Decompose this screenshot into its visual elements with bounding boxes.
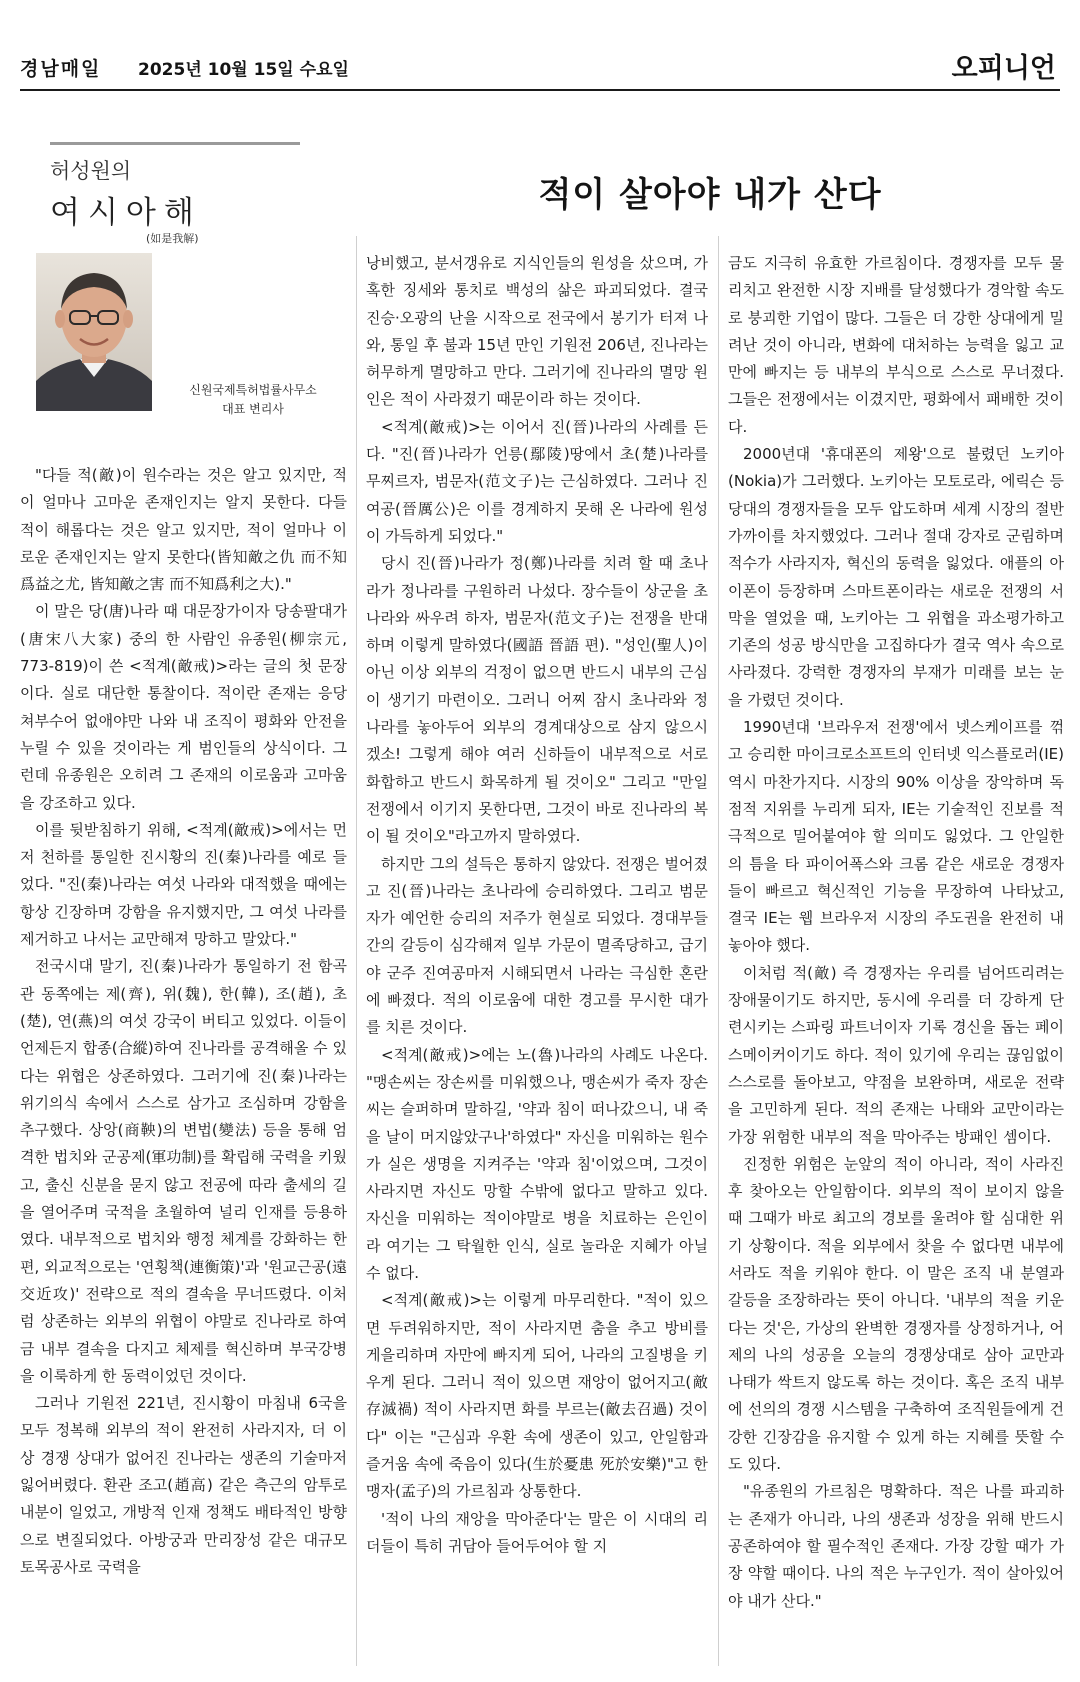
- column-name-box: [50, 142, 300, 246]
- paragraph: <적계(敵戒)>에는 노(魯)나라의 사례도 나온다. "맹손씨는 장손씨를 미워했으나, 맹손씨가 죽자 장손씨는 슬퍼하며 말하길, '약과 침이 떠나갔으니, 내 죽을 날이 머지않았구나'하였다" 자신을 미워하는 원수가 실은 생명을 지켜주는 '약과 침'이었으며, 그것이 사라지면 자신도 망할 수밖에 없다고 말하고 있다. 자신을 미워하는 적이야말로 병을 치료하는 은인이라 여기는 그 탁월한 인식, 실로 놀라운 지혜가 아닐 수 없다.: [366, 1045, 708, 1282]
- masthead: [20, 52, 1060, 86]
- article-column-2: [366, 250, 708, 1664]
- column-divider: [356, 236, 357, 1666]
- paragraph: <적계(敵戒)>는 이어서 진(晉)나라의 사례를 든다. "진(晉)나라가 언릉(鄢陵)땅에서 초(楚)나라를 무찌르자, 범문자(范文子)는 근심하였다. 그러나 진여공(晉厲公)은 이를 경계하지 못해 온 나라에 원성이 가득하게 되었다.": [366, 417, 708, 545]
- author-portrait-icon: [36, 253, 152, 411]
- paragraph: 이를 뒷받침하기 위해, <적계(敵戒)>에서는 먼저 천하를 통일한 진시황의 진(秦)나라를 예로 들었다. "진(秦)나라는 여섯 나라와 대적했을 때에는 항상 긴장하며 강함을 유지했지만, 그 여섯 나라를 제거하고 나서는 교만해져 망하고 말았다.": [20, 820, 347, 949]
- paragraph: "다들 적(敵)이 원수라는 것은 알고 있지만, 적이 얼마나 고마운 존재인지는 알지 못한다. 다들 적이 해롭다는 것은 알고 있지만, 적이 얼마나 이로운 존재인지는 알지 못한다(皆知敵之仇 而不知爲益之尤, 皆知敵之害 而不知爲利之大).": [20, 466, 347, 594]
- headline: 적이 살아야 내가 산다: [538, 174, 882, 215]
- section-name: 오피니언: [951, 53, 1056, 84]
- article-column-3: [728, 250, 1064, 1664]
- paragraph: 낭비했고, 분서갱유로 지식인들의 원성을 샀으며, 가혹한 징세와 통치로 백성의 삶은 파괴되었다. 결국 진승·오광의 난을 시작으로 전국에서 봉기가 터져 나와, 통일 후 불과 15년 만인 기원전 206년, 진나라는 허무하게 멸망하고 만다. 그러기에 진나라의 멸망 원인은 적이 사라졌기 때문이라 하는 것이다.: [366, 254, 708, 409]
- paragraph: 전국시대 말기, 진(秦)나라가 통일하기 전 함곡관 동쪽에는 제(齊), 위(魏), 한(韓), 조(趙), 초(楚), 연(燕)의 여섯 강국이 버티고 있었다. 이들이 언제든지 합종(合縱)하여 진나라를 공격해올 수 있다는 위협은 상존하였다. 그러기에 진(秦)나라는 위기의식 속에서 스스로 삼가고 조심하며 강함을 추구했다. 상앙(商鞅)의 변법(變法) 등을 통해 엄격한 법치와 군공제(軍功制)를 확립해 국력을 키웠고, 출신 신분을 묻지 않고 전공에 따라 출세의 길을 열어주며 국적을 초월하여 널리 인재를 등용하였다. 내부적으로 법치와 행정 체계를 강화하는 한편, 외교적으로는 '연횡책(連衡策)'과 '원교근공(遠交近攻)' 전략으로 적의 결속을 무너뜨렸다. 이처럼 상존하는 외부의 위협이 야말로 진나라로 하여금 내부 결속을 다지고 체제를 혁신하며 부국강병을 이룩하게 한 동력이었던 것이다.: [20, 957, 347, 1385]
- author-affiliation: [170, 381, 336, 419]
- column-box-rule: [50, 142, 300, 145]
- column-divider: [718, 236, 719, 1666]
- paragraph: 진정한 위험은 눈앞의 적이 아니라, 적이 사라진 후 찾아오는 안일함이다. 외부의 적이 보이지 않을 때 그때가 바로 최고의 경보를 울려야 할 심대한 위기 상황이다. 적을 외부에서 찾을 수 없다면 내부에서라도 적을 키워야 한다. 이 말은 조직 내 분열과 갈등을 조장하라는 뜻이 아니다. '내부의 적을 키운다는 것'은, 가상의 완벽한 경쟁자를 상정하거나, 어제의 나의 성공을 오늘의 경쟁상대로 삼아 교만과 나태가 싹트지 않도록 하는 것이다. 혹은 조직 내부에 선의의 경쟁 시스템을 구축하여 조직원들에게 건강한 긴장감을 유지할 수 있게 하는 지혜를 뜻할 수도 있다.: [728, 1154, 1064, 1474]
- affiliation-office: 신원국제특허법률사무소: [189, 383, 317, 397]
- affiliation-role: 대표 변리사: [222, 402, 284, 416]
- paragraph: <적계(敵戒)>는 이렇게 마무리한다. "적이 있으면 두려워하지만, 적이 사라지면 춤을 추고 방비를 게을리하며 자만에 빠지게 되어, 나라의 고질병을 키우게 된다. 그러니 적이 있으면 재앙이 없어지고(敵存滅禍) 적이 사라지면 화를 부르는(敵去召過) 것이다" 이는 "근심과 우환 속에 생존이 있고, 안일함과 즐거움 속에 죽음이 있다(生於憂患 死於安樂)"고 한 맹자(孟子)의 가르침과 상통한다.: [366, 1291, 708, 1501]
- paragraph: 하지만 그의 설득은 통하지 않았다. 전쟁은 벌어졌고 진(晉)나라는 초나라에 승리하였다. 그리고 범문자가 예언한 승리의 저주가 현실로 되었다. 경대부들 간의 갈등이 심각해져 일부 가문이 멸족당하고, 급기야 군주 진여공마저 시해되면서 나라는 극심한 혼란에 빠졌다. 적의 이로움에 대한 경고를 무시한 대가를 치른 것이다.: [366, 854, 708, 1037]
- paragraph: 그러나 기원전 221년, 진시황이 마침내 6국을 모두 정복해 외부의 적이 완전히 사라지자, 더 이상 경쟁 상대가 없어진 진나라는 생존의 기술마저 잃어버렸다. 환관 조고(趙高) 같은 측근의 암투로 내분이 일었고, 개방적 인재 정책도 배타적인 방향으로 변질되었다. 아방궁과 만리장성 같은 대규모 토목공사로 국력을: [20, 1394, 347, 1576]
- paragraph: 이처럼 적(敵) 즉 경쟁자는 우리를 넘어뜨리려는 장애물이기도 하지만, 동시에 우리를 더 강하게 단련시키는 스파링 파트너이자 기록 경신을 돕는 페이스메이커이기도 하다. 적이 있기에 우리는 끊임없이 스스로를 돌아보고, 약점을 보완하며, 새로운 전략을 고민하게 된다. 적의 존재는 나태와 교만이라는 가장 위험한 내부의 적을 막아주는 방패인 셈이다.: [728, 963, 1064, 1146]
- column-title-hanja: (如是我解): [146, 232, 199, 245]
- paragraph: 금도 지극히 유효한 가르침이다. 경쟁자를 모두 물리치고 완전한 시장 지배를 달성했다가 경악할 속도로 붕괴한 기업이 많다. 그들은 더 강한 상대에게 밀려난 것이 아니라, 변화에 대처하는 능력을 잃고 교만에 빠지는 등 내부의 부식으로 스스로 무너졌다. 그들은 전쟁에서는 이겼지만, 평화에서 패배한 것이다.: [728, 254, 1064, 436]
- paragraph: '적이 나의 재앙을 막아준다'는 말은 이 시대의 리더들이 특히 귀담아 들어두어야 할 지: [366, 1509, 708, 1555]
- paragraph: 당시 진(晉)나라가 정(鄭)나라를 치려 할 때 초나라가 정나라를 구원하러 나섰다. 장수들이 상군을 초나라와 싸우려 하자, 범문자(范文子)는 전쟁을 반대하며 이렇게 말하였다(國語 晉語 편). "성인(聖人)이 아닌 이상 외부의 걱정이 없으면 반드시 내부의 근심이 생기기 마련이오. 그러니 어찌 잠시 초나라와 정나라를 놓아두어 외부의 경계대상으로 삼지 않으시겠소! 그렇게 해야 여러 신하들이 내부적으로 서로 화합하고 반드시 화목하게 될 것이오" 그리고 "만일 전쟁에서 이기지 못한다면, 그것이 바로 진나라의 복이 될 것이오"라고까지 말하였다.: [366, 554, 708, 846]
- issue-date: 2025년 10월 15일 수요일: [138, 60, 349, 80]
- paragraph: 이 말은 당(唐)나라 때 대문장가이자 당송팔대가(唐宋八大家) 중의 한 사람인 유종원(柳宗元, 773-819)이 쓴 <적계(敵戒)>라는 글의 첫 문장이다. 실로 대단한 통찰이다. 적이란 존재는 응당 쳐부수어 없애야만 나와 내 조직이 평화와 안전을 누릴 수 있을 것이라는 게 범인들의 상식이다. 그런데 유종원은 오히려 그 존재의 이로움과 고마움을 강조하고 있다.: [20, 602, 347, 812]
- column-author-label: 허성원의: [50, 159, 132, 183]
- column-title: 여시아해: [50, 195, 202, 231]
- paragraph: 2000년대 '휴대폰의 제왕'으로 불렸던 노키아(Nokia)가 그러했다. 노키아는 모토로라, 에릭슨 등 당대의 경쟁자들을 모두 압도하며 세계 시장의 절반 가까이를 차지했었다. 그러나 절대 강자로 군림하며 적수가 사라지자, 혁신의 동력을 잃었다. 애플의 아이폰이 등장하며 스마트폰이라는 새로운 전쟁의 서막을 열었을 때, 노키아는 그 위협을 과소평가하고 기존의 성공 방식만을 고집하다가 결국 역사 속으로 사라졌다. 강력한 경쟁자의 부재가 미래를 보는 눈을 가렸던 것이다.: [728, 445, 1064, 709]
- paper-name: 경남매일: [20, 58, 102, 80]
- paragraph: 1990년대 '브라우저 전쟁'에서 넷스케이프를 꺾고 승리한 마이크로소프트의 인터넷 익스플로러(IE) 역시 마찬가지다. 시장의 90% 이상을 장악하며 독점적 지위를 누리게 되자, IE는 기술적인 진보를 적극적으로 밀어붙여야 할 의미도 잃었다. 그 안일한의 틈을 타 파이어폭스와 크롬 같은 새로운 경쟁자들이 빠르고 혁신적인 기능을 무장하여 나타났고, 결국 IE는 웹 브라우저 시장의 주도권을 완전히 내놓아야 했다.: [728, 718, 1064, 955]
- article-column-1: [20, 462, 347, 1662]
- paragraph: "유종원의 가르침은 명확하다. 적은 나를 파괴하는 존재가 아니라, 나의 생존과 성장을 위해 반드시 공존하여야 할 필수적인 존재다. 가장 강할 때가 가장 약할 때이다. 나의 적은 누구인가. 적이 살아있어야 내가 산다.": [728, 1482, 1064, 1610]
- masthead-rule: [20, 89, 1060, 91]
